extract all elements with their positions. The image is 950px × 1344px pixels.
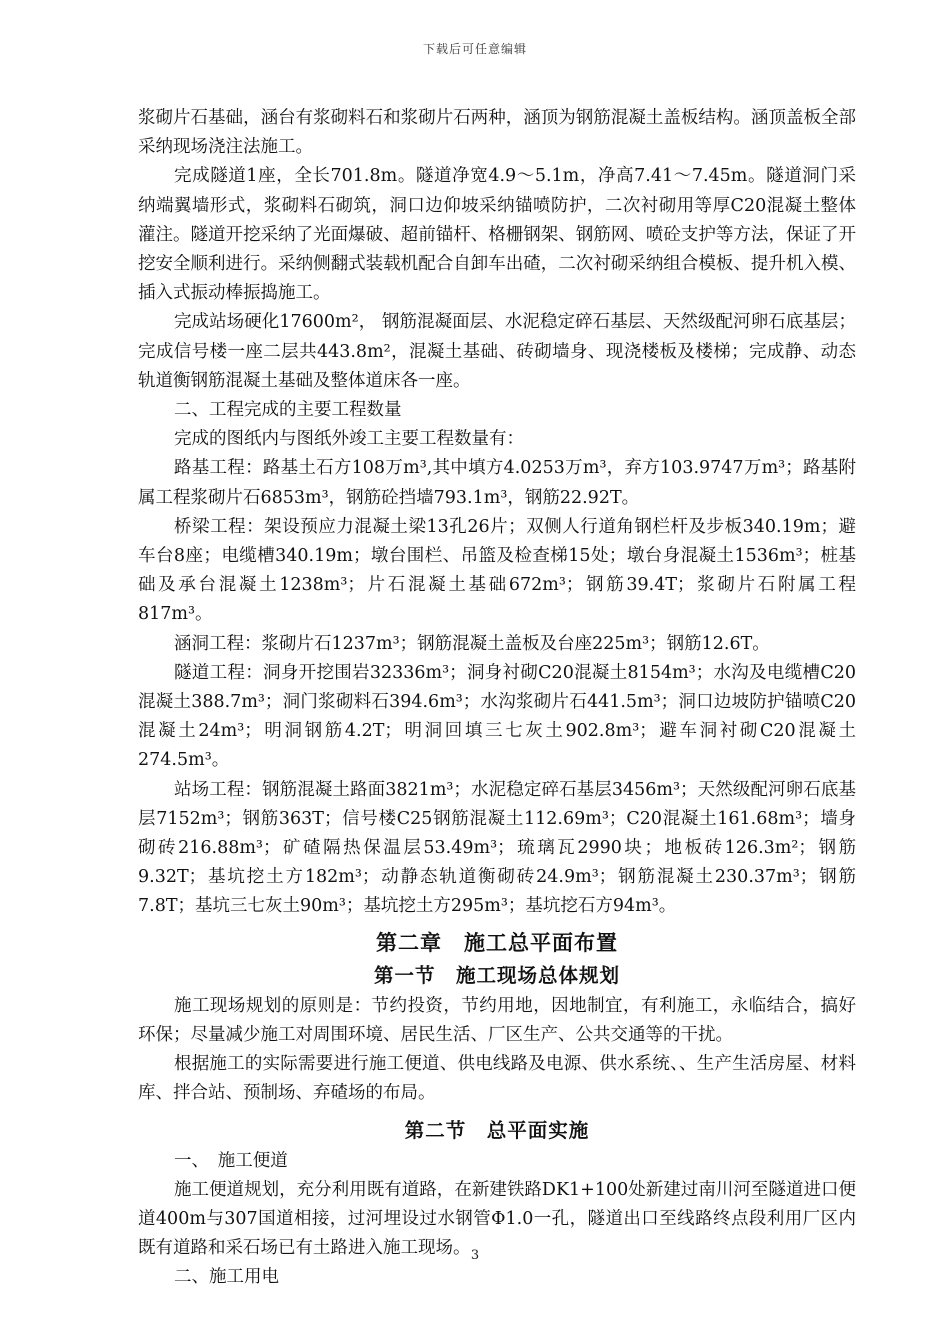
- section-heading-1: 第一节 施工现场总体规划: [373, 963, 620, 987]
- paragraph-subgrade: 路基工程：路基土石方108万m³,其中填方4.0253万m³，弃方103.9747万m³；路基附属工程浆砌片石6853m³，钢筋砼挡墙793.1m³，钢筋22.92T。: [138, 458, 856, 508]
- page-header: 下载后可任意编辑: [422, 42, 527, 56]
- paragraph-planning-principle: 施工现场规划的原则是：节约投资，节约用地，因地制宜，有利施工，永临结合，搞好环保；尽量减少施工对周围环境、居民生活、厂区生产、公共交通等的干扰。: [138, 995, 856, 1045]
- chapter-heading: 第二章 施工总平面布置: [376, 930, 618, 955]
- paragraph-tunnel-works: 隧道工程：洞身开挖围岩32336m³；洞身衬砌C20混凝土8154m³；水沟及电缆槽C20混凝土388.7m³；洞门浆砌料石394.6m³；水沟浆砌片石441.5m³；洞口边坡防护锚喷C20混凝土24m³；明洞钢筋4.2T；明洞回填三七灰土902.8m³；避车洞衬砌C20混凝土274.5m³。: [138, 662, 856, 771]
- subheading-access-road: 一、 施工便道: [174, 1150, 288, 1171]
- paragraph-station: 完成站场硬化17600m²， 钢筋混凝面层、水泥稳定碎石基层、天然级配河卵石底基层；完成信号楼一座二层共443.8m²，混凝土基础、砖砌墙身、现浇楼板及楼梯；完成静、动态轨道衡钢筋混凝土基础及整体道床各一座。: [138, 312, 856, 391]
- paragraph-culvert-continued: 浆砌片石基础，涵台有浆砌料石和浆砌片石两种，涵顶为钢筋混凝土盖板结构。涵顶盖板全部采纳现场浇注法施工。: [138, 108, 856, 158]
- subheading-quantities: 二、工程完成的主要工程数量: [174, 400, 402, 421]
- paragraph-planning-layout: 根据施工的实际需要进行施工便道、供电线路及电源、供水系统、、生产生活房屋、材料库、拌合站、预制场、弃碴场的布局。: [138, 1054, 856, 1104]
- paragraph-quantities-intro: 完成的图纸内与图纸外竣工主要工程数量有：: [174, 429, 524, 450]
- paragraph-access-road: 施工便道规划，充分利用既有道路，在新建铁路DK1+100处新建过南川河至隧道进口便道400m与307国道相接，过河埋设过水钢管Φ1.0一孔，隧道出口至线路终点段利用厂区内既有道路和采石场已有土路进入施工现场。: [138, 1179, 856, 1259]
- page-number: 3: [470, 1248, 480, 1263]
- section-heading-2: 第二节 总平面实施: [404, 1118, 590, 1142]
- subheading-power: 二、施工用电: [174, 1267, 279, 1288]
- paragraph-station-works: 站场工程：钢筋混凝土路面3821m³；水泥稳定碎石基层3456m³；天然级配河卵石底基层7152m³；钢筋363T；信号楼C25钢筋混凝土112.69m³；C20混凝土161.68m³；墙身砌砖216.88m³；矿碴隔热保温层53.49m³；琉璃瓦2990块；地板砖126.3m²；钢筋9.32T；基坑挖土方182m³；动静态轨道衡砌砖24.9m³；钢筋混凝土230.37m³；钢筋7.8T；基坑三七灰土90m³；基坑挖土方295m³；基坑挖石方94m³。: [138, 779, 856, 917]
- paragraph-culvert: 涵洞工程：浆砌片石1237m³；钢筋混凝土盖板及台座225m³；钢筋12.6T。: [174, 633, 770, 654]
- document-body: [138, 104, 856, 1293]
- paragraph-bridge: 桥梁工程：架设预应力混凝土梁13孔26片；双侧人行道角钢栏杆及步板340.19m；避车台8座；电缆槽340.19m；墩台围栏、吊篮及检查梯15处；墩台身混凝土1536m³；桩基础及承台混凝土1238m³；片石混凝土基础672m³；钢筋39.4T；浆砌片石附属工程817m³。: [138, 516, 856, 625]
- paragraph-tunnel: 完成隧道1座，全长701.8m。隧道净宽4.9～5.1m，净高7.41～7.45m。隧道洞门采纳端翼墙形式，浆砌料石砌筑，洞口边仰坡采纳锚喷防护，二次衬砌用等厚C20混凝土整体灌注。隧道开挖采纳了光面爆破、超前锚杆、格栅钢架、钢筋网、喷砼支护等方法，保证了开挖安全顺利进行。采纳侧翻式装载机配合自卸车出碴，二次衬砌采纳组合模板、提升机入模、插入式振动棒振捣施工。: [138, 166, 856, 304]
